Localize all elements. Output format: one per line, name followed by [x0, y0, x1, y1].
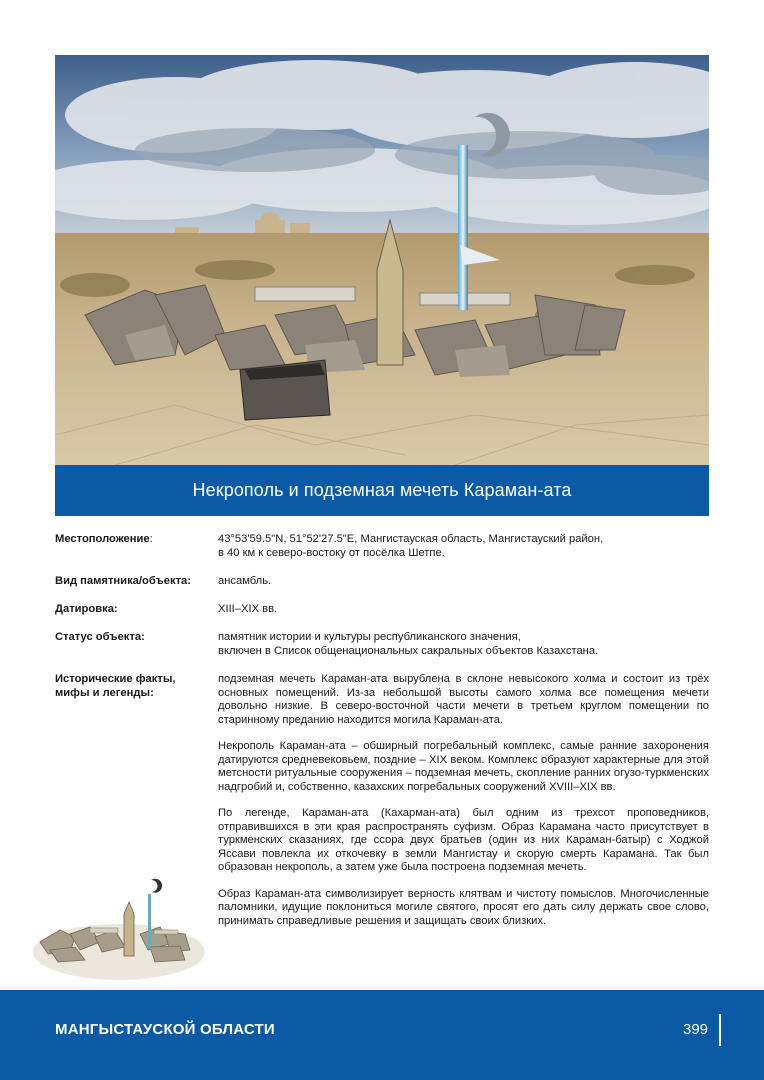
history-paragraph: Образ Караман-ата символизирует верность клятвам и чистоту помыслов. Многочисленные паломники, идущие поклониться могиле святого, просят его дать силу держать свое слово, принимать справедливые решения и защищать своих близких. — [218, 887, 709, 927]
status-value: памятник истории и культуры республиканского значения, включен в Список общенациональных сакральных объектов Казахстана. — [218, 631, 599, 657]
monument-title: Некрополь и подземная мечеть Караман-ата — [55, 465, 709, 516]
monument-sketch-illustration — [30, 872, 208, 984]
page-number: 399 — [683, 1021, 709, 1038]
dating-value: XIII–XIX вв. — [218, 603, 278, 615]
status-label: Статус объекта: — [55, 631, 145, 643]
type-label: Вид памятника/объекта: — [55, 575, 191, 587]
type-value: ансамбль. — [218, 575, 272, 587]
history-paragraph: подземная мечеть Караман-ата вырублена в склоне невысокого холма и состоит из трёх основных помещений. Из-за небольшой высоты самого холма все помещения мечети довольно низкие. В северо-восточной части мечети в третьем круглом помещении по старинному преданию находится могила Караман-ата. — [218, 673, 709, 726]
history-paragraph: По легенде, Караман-ата (Кахарман-ата) был одним из трехсот проповедников, отправившихся в эти края распространять суфизм. Образ Карамана часто присутствует в туркменских сказаниях, где ссора двух братьев (один из них Караман-батыр) с Ходжой Яссави повлекла их откочевку в земли Мангистау и скорую смерть Карамана. Так был образован некрополь, а затем уже была построена подземная мечеть. — [218, 807, 709, 873]
history-paragraph: Некрополь Караман-ата – обширный погребальный комплекс, самые ранние захоронения датируются средневековьем, поздние – XIX веком. Комплекс образуют характерные для этой метсности ритуальные сооружения – подземная мечеть, скопление ранних огузо-туркменских надгробий и, собственно, казахских погребальных сооружений XVIII–XIX вв. — [218, 740, 709, 793]
location-value: 43°53'59.5"N, 51°52'27.5"E, Мангистауская область, Мангистауский район, в 40 км к северо-востоку от посёлка Шетпе. — [218, 533, 604, 559]
footer-divider — [719, 1014, 721, 1046]
history-text — [218, 673, 709, 941]
page-footer — [0, 990, 764, 1080]
necropolis-photo-illustration — [55, 55, 709, 465]
hero-photo — [55, 55, 709, 465]
stone-pile-sketch — [30, 872, 208, 984]
location-label: Местоположение: — [55, 533, 153, 545]
footer-region-title: МАНГЫСТАУСКОЙ ОБЛАСТИ — [55, 1021, 275, 1038]
history-label: Исторические факты, мифы и легенды: — [55, 673, 176, 699]
dating-label: Датировка: — [55, 603, 118, 615]
